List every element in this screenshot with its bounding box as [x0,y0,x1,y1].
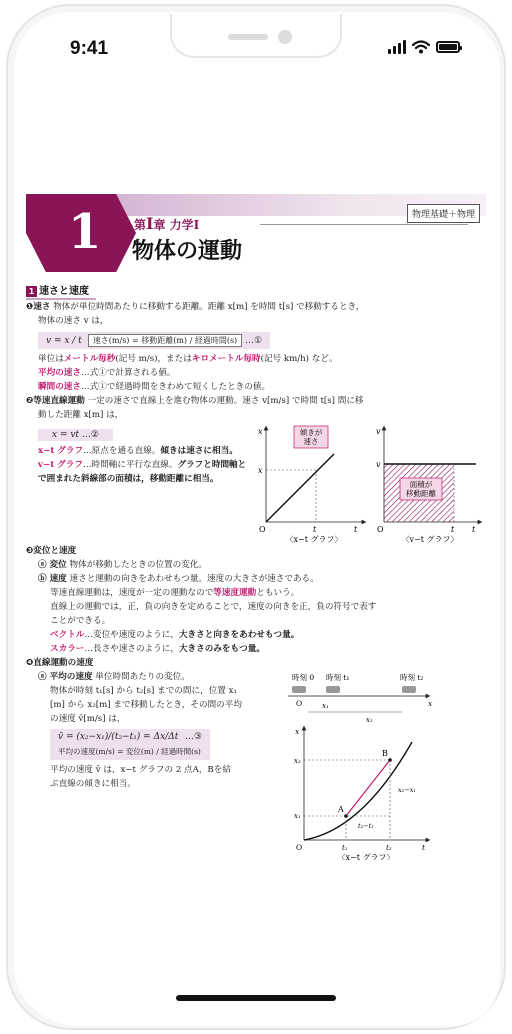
average-velocity: ⓐ 平均の速度 単位時間あたりの変位。 [38,672,190,682]
car-icon [326,686,340,693]
chapter-number: 1 [68,204,102,260]
svg-text:t: t [422,843,426,852]
status-time: 9:41 [70,38,109,59]
svg-text:x₂−x₁: x₂−x₁ [398,786,416,794]
avg-line-3: の速度 v̄[m/s] は， [50,714,126,724]
avg-line-4: 平均の速度 v̄ は，x−t グラフの 2 点A，Bを結 [50,765,231,775]
speed-definition-cont: 物体の速さ v は， [38,316,109,326]
g1-caption: 〈x−t グラフ〉 [285,535,343,544]
battery-icon [436,41,460,53]
g3-time-1: 時刻 t₁ [326,673,350,682]
header-rule [260,224,468,225]
page-title: 物体の運動 [132,239,243,264]
xt-curve-graph [282,670,486,860]
velocity: ⓑ 速度 速さと運動の向きをあわせもつ量。速度の大きさが速さである。 [38,574,319,584]
speaker-icon [228,34,268,40]
svg-text:x₁: x₁ [294,812,301,820]
scalar-def: スカラー…長さや速さのように，大きさのみをもつ量。 [50,644,265,654]
svg-text:O: O [377,525,384,534]
camera-icon [278,30,292,44]
subject-tag: 物理基礎＋物理 [407,204,480,223]
svg-text:移動距離: 移動距離 [406,489,436,498]
displacement-velocity-heading: ❸変位と速度 [26,546,77,556]
svg-text:B: B [382,749,388,758]
displacement: ⓐ 変位 物体が移動したときの位置の変化。 [38,560,208,570]
formula-2: x = vt …② [38,429,113,441]
speed-definition: ❶速さ 物体が単位時間あたりに移動する距離。距離 x[m] を時間 t[s] で移動するとき， [26,302,365,312]
svg-text:t: t [354,525,358,534]
svg-text:x: x [258,466,263,475]
g3-time-0: 時刻 0 [292,673,315,682]
average-velocity-graph [282,670,486,860]
g3-time-2: 時刻 t₂ [400,673,424,682]
uniform-motion-graphs [254,422,486,544]
uniform-motion-cont: 動した距離 x[m] は， [38,410,124,420]
wifi-icon [412,40,430,54]
svg-text:t₂: t₂ [386,844,392,852]
average-velocity-text [26,670,282,860]
svg-text:x₂: x₂ [294,757,301,765]
notch [170,14,342,58]
g1-note: 傾きが [299,428,323,437]
xt-graph-desc: x−t グラフ…原点を通る直線。傾きは速さに相当。 [38,446,238,456]
velocity-line-1: 等速直線運動は，速度が一定の運動なので等速度運動ともいう。 [50,588,300,598]
svg-text:t: t [313,525,317,534]
g2-caption: 〈v−t グラフ〉 [401,535,459,544]
velocity-line-2: 直線上の運動では，正，負の向きを定めることで，速度の向きを正，負の符号で表す [50,602,377,612]
svg-text:t₁: t₁ [342,844,348,852]
uniform-motion-text [26,422,254,544]
g3-caption: 〈x−t グラフ〉 [337,853,395,860]
g2-note: 面積が [409,480,433,489]
average-velocity-section [26,670,486,860]
car-icon [402,686,416,693]
cellular-signal-icon [388,40,406,54]
svg-text:t₂−t₁: t₂−t₁ [358,822,374,830]
chapter-label: 第Ⅰ章 力学Ⅰ [134,214,200,233]
svg-text:A: A [338,805,344,814]
svg-text:x₂: x₂ [366,716,373,724]
vt-graph [376,427,480,544]
linear-velocity-heading: ❹直線運動の速度 [26,658,94,668]
vector-def: ベクトル…変位や速度のように，大きさと向きをあわせもつ量。 [50,630,300,640]
unit-line: 単位はメートル毎秒(記号 m/s)，またはキロメートル毎時(記号 km/h) など。 [38,354,338,364]
uniform-motion: ❷等速直線運動 一定の速さで直線上を進む物体の運動。速さ v[m/s] で時間 t[s] 間に移 [26,396,364,406]
svg-text:速さ: 速さ [303,437,319,446]
svg-text:x: x [428,699,433,708]
status-icons [388,40,460,54]
svg-text:t: t [472,525,476,534]
svg-text:v: v [376,427,381,436]
svg-text:v: v [376,460,381,469]
avg-line-2: [m] から x₂[m] まで移動したとき，その間の平均 [50,700,242,710]
velocity-line-3: ことができる。 [50,616,111,626]
avg-line-5: ぶ直線の傾きに相当。 [50,779,136,789]
svg-text:x: x [295,727,300,736]
home-indicator[interactable] [176,995,336,1001]
svg-text:O: O [296,699,303,708]
chapter-header [26,190,486,274]
uniform-motion-row [26,422,486,544]
section-heading: 1 速さと速度 [26,282,486,300]
svg-text:x: x [258,427,263,436]
average-speed: 平均の速さ…式①で計算される値。 [38,368,176,378]
svg-text:O: O [259,525,266,534]
textbook-page [26,190,486,860]
svg-text:t: t [451,525,455,534]
car-icon [292,686,306,693]
xt-graph [258,426,364,544]
formula-3: v̄ = (x₂−x₁)/(t₂−t₁) = Δx/Δt …③ 平均の速度(m/s) = 変位(m) / 経過時間(s) [50,729,210,760]
xt-vt-graphs [254,422,486,544]
status-bar [0,0,512,70]
avg-line-1: 物体が時刻 t₁[s] から t₂[s] までの間に，位置 x₁ [50,686,237,696]
vt-graph-desc: v−t グラフ…時間軸に平行な直線。グラフと時間軸とで囲まれた斜線部の面積は，移動距離に相当。 [38,460,247,484]
svg-text:O: O [296,843,303,852]
svg-text:x₁: x₁ [322,702,329,710]
instant-speed: 瞬間の速さ…式①で経過時間をきわめて短くしたときの値。 [38,382,271,392]
formula-1: v = x / t 速さ(m/s) = 移動距離(m) / 経過時間(s) …① [38,332,270,349]
